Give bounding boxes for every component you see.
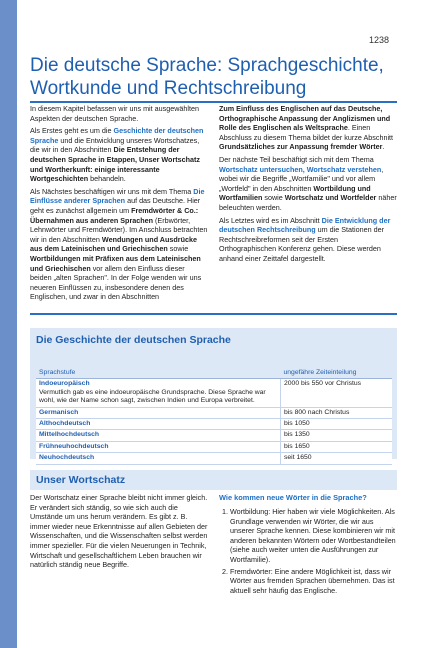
stage-name: Mittelhochdeutsch [39,431,100,439]
page-number: 1238 [368,35,389,45]
stage-name: Indoeuropäisch [39,380,90,388]
stage-name: Germanisch [39,408,79,416]
history-heading: Die Geschichte der deutschen Sprache [36,334,231,346]
stage-time: bis 1050 [281,419,393,430]
column-header-time: ungefähre Zeiteinteilung [281,368,393,379]
history-divider [30,313,397,315]
new-words-list [219,507,397,595]
stage-name: Althochdeutsch [39,420,91,428]
table-row [36,419,392,430]
table-row [36,379,392,407]
wortschatz-body: Der Wortschatz einer Sprache bleibt nicht immer gleich. Er verändert sich ständig, so wie sich auch die Umstände um uns herum verändern. Es gibt z. B. immer wieder neue Erkenntnisse auf allen Gebieten der Wissenschaften, und die Wissenschaften selbst werden immer spezieller. Für die vielen Neuerungen in Technik, Wirtschaft und gesellschaftlichem Leben brauchen wir natürlich ständig neue Begriffe. [30,493,208,570]
stage-time: bis 1350 [281,430,393,441]
wortschatz-right-column [219,507,397,597]
table-row [36,407,392,418]
link-geschichte[interactable]: Geschichte der deutschen Sprache [30,126,204,145]
link-einfluesse[interactable]: Die Einflüsse anderer Sprachen [30,186,205,206]
stage-name: Neuhochdeutsch [39,454,95,462]
history-table [36,368,392,465]
intro-paragraph-5: Als Letztes wird es im Abschnitt Die Entwicklung der deutschen Rechtschreibung um die Stationen der Rechtschreibreformen seit der Ersten Orthographischen Konferenz gehen. Diese werden anhand einer Zeittafel dargestellt. [219,215,391,263]
table-row [36,430,392,441]
column-header-stage: Sprachstufe [36,368,281,379]
title-divider [30,101,397,103]
list-item: 1. Wortbildung: Hier haben wir viele Möglichkeiten. Als Grundlage verwenden wir Wörter, die wir aus unserer Sprache kennen. Diese kombinieren wir mit anderen bekannten Wörtern oder Wortbestandteilen (siehe auch weiter unten die Ausführungen zur Wortfamilie). [230,507,397,565]
wortschatz-heading: Unser Wortschatz [36,474,126,486]
link-rechtschreibung[interactable]: Die Entwicklung der deutschen Rechtschreibung [219,215,391,235]
stage-name: Frühneuhochdeutsch [39,442,109,450]
intro-paragraph-4: Der nächste Teil beschäftigt sich mit dem Thema Wortschatz untersuchen, Wortschatz verstehen, wobei wir die Begriffe „Wortfamilie" und vor allem „Wortfeld" in den Abschnitten Wortbildung und Wortfamilien sowie Wortschatz und Wortfelder näher beleuchten werden. [219,154,397,212]
stage-time: 2000 bis 550 vor Christus [281,379,393,407]
table-row [36,441,392,452]
intro-paragraph-2: Als Erstes geht es um die Geschichte der deutschen Sprache und die Entwicklung unseres Wortschatzes, die wir in den Abschnitten Die Entstehung der deutschen Sprache in Etappen, Unser Wortschatz und Wortherkunft: einige interessante Wortgeschichten behandeln. [30,126,204,184]
left-margin-bar [0,0,17,648]
stage-time: bis 800 nach Christus [281,407,393,418]
link-wortschatz[interactable]: Wortschatz untersuchen, Wortschatz verstehen [219,164,382,174]
wortschatz-subheading: Wie kommen neue Wörter in die Sprache? [219,493,367,502]
intro-left-column [30,104,208,305]
intro-paragraph-3: Als Nächstes beschäftigen wir uns mit dem Thema Die Einflüsse anderer Sprachen auf das Deutsche. Hier geht es zunächst allgemein um Fremdwörter & Co.: Übernahmen aus anderen Sprachen (Erbwörter, Lehnwörter und Fremdwörter). Im Anschluss betrachten wir in den Abschnitten Wendungen und Ausdrücke aus dem Lateinischen und Griechischen sowie Wortbildungen mit Präfixen aus dem Lateinischen und Griechischen vor allem den Einfluss dieser beiden „alten Sprachen". In der Folge wenden wir uns neueren Einflüssen zu, insbesondere denen des Englischen, und zwar in den Abschnitten [30,186,208,302]
wortschatz-left-column [30,493,208,573]
intro-paragraph-1: In diesem Kapitel befassen wir uns mit ausgewählten Aspekten der deutschen Sprache. [30,104,199,123]
table-row [36,453,392,464]
intro-right-column [219,104,397,267]
stage-description: Vermutlich gab es eine indoeuropäische Grundsprache. Diese Sprache war wohl, wie der Name schon sagt, zwischen Indien und Europa verbreitet. [39,388,266,405]
list-item: 2. Fremdwörter: Eine andere Möglichkeit ist, dass wir Wörter aus fremden Sprachen übernehmen. Das ist aktuell sehr häufig das Englische. [230,567,397,596]
stage-time: seit 1650 [281,453,393,464]
page-title: Die deutsche Sprache: Sprachgeschichte, Wortkunde und Rechtschreibung [30,55,384,99]
stage-time: bis 1650 [281,441,393,452]
intro-paragraph-3-cont: Zum Einfluss des Englischen auf das Deutsche, Orthographische Anpassung der Anglizismen und Rolle des Englischen als Weltsprache. Einen Abschluss zu diesem Thema bildet der kurze Abschnitt Grundsätzliches zur Anpassung fremder Wörter. [219,104,394,152]
